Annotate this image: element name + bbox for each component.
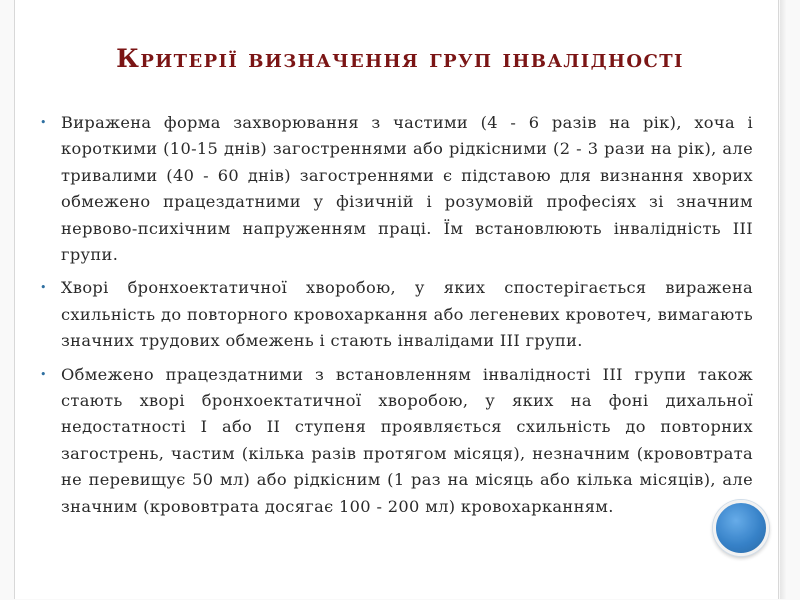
bullet-item xyxy=(37,362,753,520)
bullet-item xyxy=(37,275,753,354)
bullet-item xyxy=(37,110,753,268)
bullet-list xyxy=(37,110,753,527)
bullet-dot-icon: • xyxy=(40,281,47,295)
bullet-dot-icon: • xyxy=(40,116,47,129)
bullet-text: Обмежено працездатними з встановленням інвалідності ІІІ групи також стають хворі бронхоектатичної хворобою, у яких на фоні дихальної недостатності І або ІІ ступеня проявляється схильність до повторних загострень, частим (кілька разів протягом місяця), незначним (крововтрата не перевищує 50 мл) або рідкісним (1 раз на місяць або кілька місяців), але значним (крововтрата досягає 100 - 200 мл) кровохарканням. xyxy=(61,364,753,516)
bullet-dot-icon: • xyxy=(40,367,47,381)
bullet-text: Хворі бронхоектатичної хворобою, у яких спостерігається виражена схильність до повторного кровохаркання або легеневих кровотеч, вимагають значних трудових обмежень і стають інвалідами ІІІ групи. xyxy=(61,278,753,351)
bullet-text: Виражена форма захворювання з частими (4 - 6 разів на рік), хоча і короткими (10-15 днів) загостреннями або рідкісними (2 - 3 рази на рік), але тривалими (40 - 60 днів) загостреннями є підставою для визнання хворих обмежено працездатними у фізичній і розумовій професіях зі значним нервово-психічним напруженням праці. Їм встановлюють інвалідність ІІІ групи. xyxy=(61,113,753,265)
nav-circle-icon[interactable] xyxy=(713,500,769,556)
slide-title: Критерії визначення груп інвалідності xyxy=(116,44,684,73)
